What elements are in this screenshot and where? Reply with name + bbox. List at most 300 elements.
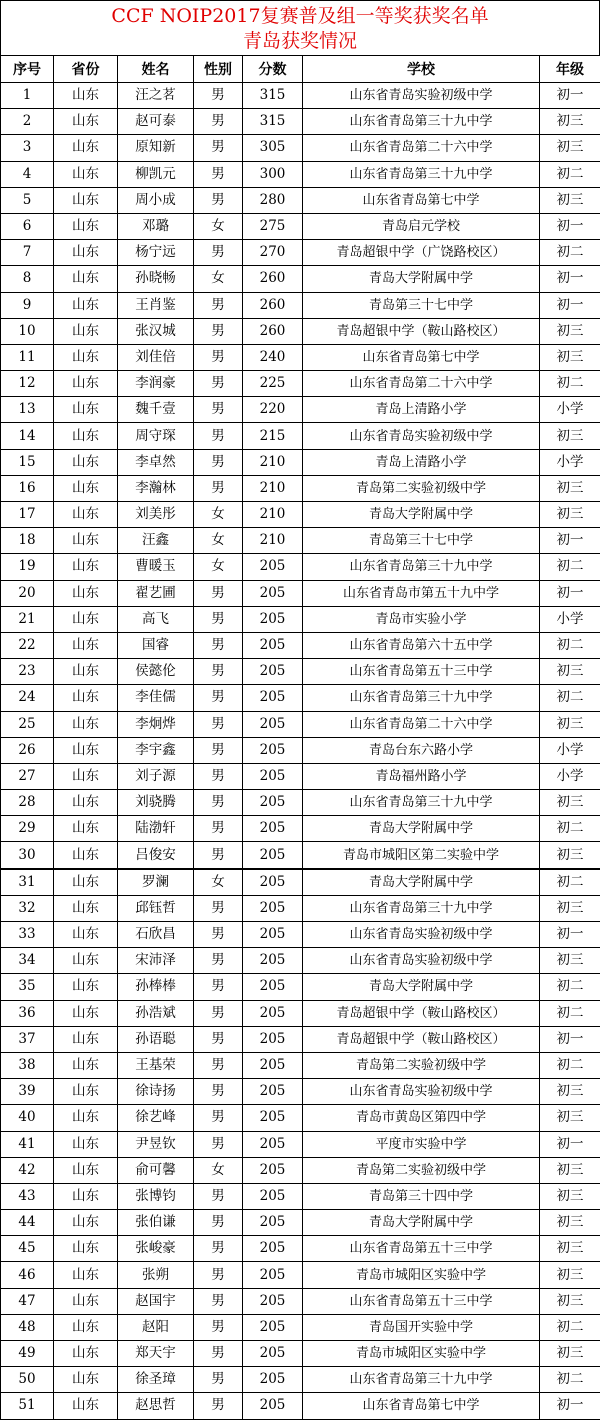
table-row bbox=[1, 816, 600, 842]
cell-name: 张博钧 bbox=[118, 1183, 194, 1209]
table-row bbox=[1, 449, 600, 475]
cell-school: 青岛市实验小学 bbox=[303, 606, 540, 632]
cell-gender: 男 bbox=[194, 1367, 243, 1393]
table-row bbox=[1, 1183, 600, 1209]
cell-school: 青岛市城阳区实验中学 bbox=[303, 1341, 540, 1367]
cell-index: 3 bbox=[1, 135, 54, 161]
cell-name: 张朔 bbox=[118, 1262, 194, 1288]
cell-name: 赵阳 bbox=[118, 1314, 194, 1340]
table-row bbox=[1, 842, 600, 869]
cell-score: 205 bbox=[243, 869, 303, 896]
cell-index: 45 bbox=[1, 1236, 54, 1262]
cell-index: 19 bbox=[1, 554, 54, 580]
table-body bbox=[1, 83, 600, 1420]
cell-grade: 初二 bbox=[540, 632, 600, 658]
cell-score: 270 bbox=[243, 240, 303, 266]
cell-school: 山东省青岛第五十三中学 bbox=[303, 659, 540, 685]
cell-province: 山东 bbox=[54, 685, 118, 711]
cell-index: 28 bbox=[1, 790, 54, 816]
cell-index: 48 bbox=[1, 1314, 54, 1340]
cell-score: 205 bbox=[243, 974, 303, 1000]
cell-school: 山东省青岛第二十六中学 bbox=[303, 135, 540, 161]
cell-name: 李炯烨 bbox=[118, 711, 194, 737]
cell-grade: 初三 bbox=[540, 1183, 600, 1209]
cell-school: 青岛启元学校 bbox=[303, 213, 540, 239]
cell-gender: 男 bbox=[194, 922, 243, 948]
cell-grade: 小学 bbox=[540, 397, 600, 423]
cell-name: 翟艺圃 bbox=[118, 580, 194, 606]
cell-index: 15 bbox=[1, 449, 54, 475]
cell-name: 魏千壹 bbox=[118, 397, 194, 423]
cell-gender: 男 bbox=[194, 1393, 243, 1419]
cell-grade: 初三 bbox=[540, 187, 600, 213]
cell-province: 山东 bbox=[54, 554, 118, 580]
cell-index: 36 bbox=[1, 1000, 54, 1026]
cell-index: 51 bbox=[1, 1393, 54, 1419]
cell-score: 205 bbox=[243, 580, 303, 606]
cell-province: 山东 bbox=[54, 737, 118, 763]
cell-name: 赵可泰 bbox=[118, 109, 194, 135]
cell-school: 山东省青岛第三十九中学 bbox=[303, 109, 540, 135]
table-row bbox=[1, 1210, 600, 1236]
cell-gender: 女 bbox=[194, 266, 243, 292]
cell-province: 山东 bbox=[54, 1341, 118, 1367]
cell-school: 青岛国开实验中学 bbox=[303, 1314, 540, 1340]
cell-province: 山东 bbox=[54, 423, 118, 449]
table-row bbox=[1, 1393, 600, 1419]
cell-province: 山东 bbox=[54, 187, 118, 213]
cell-grade: 初二 bbox=[540, 161, 600, 187]
cell-score: 205 bbox=[243, 685, 303, 711]
cell-school: 青岛超银中学（鞍山路校区） bbox=[303, 1026, 540, 1052]
table-row bbox=[1, 318, 600, 344]
table-row bbox=[1, 1131, 600, 1157]
cell-name: 周守琛 bbox=[118, 423, 194, 449]
document-title: CCF NOIP2017复赛普及组一等奖获奖名单 bbox=[1, 1, 599, 29]
cell-province: 山东 bbox=[54, 1079, 118, 1105]
cell-score: 205 bbox=[243, 659, 303, 685]
table-row bbox=[1, 790, 600, 816]
cell-score: 275 bbox=[243, 213, 303, 239]
cell-school: 青岛市城阳区第二实验中学 bbox=[303, 842, 540, 869]
cell-score: 240 bbox=[243, 344, 303, 370]
table-row bbox=[1, 187, 600, 213]
cell-school: 青岛大学附属中学 bbox=[303, 974, 540, 1000]
cell-gender: 男 bbox=[194, 318, 243, 344]
cell-index: 20 bbox=[1, 580, 54, 606]
table-row bbox=[1, 580, 600, 606]
table-row bbox=[1, 737, 600, 763]
cell-index: 4 bbox=[1, 161, 54, 187]
cell-index: 29 bbox=[1, 816, 54, 842]
cell-province: 山东 bbox=[54, 397, 118, 423]
cell-gender: 男 bbox=[194, 632, 243, 658]
cell-index: 44 bbox=[1, 1210, 54, 1236]
table-row bbox=[1, 554, 600, 580]
cell-score: 260 bbox=[243, 292, 303, 318]
cell-index: 41 bbox=[1, 1131, 54, 1157]
table-row bbox=[1, 1000, 600, 1026]
cell-score: 205 bbox=[243, 1367, 303, 1393]
cell-gender: 男 bbox=[194, 1131, 243, 1157]
cell-score: 205 bbox=[243, 1262, 303, 1288]
cell-gender: 男 bbox=[194, 344, 243, 370]
cell-province: 山东 bbox=[54, 869, 118, 896]
cell-province: 山东 bbox=[54, 1052, 118, 1078]
table-row bbox=[1, 685, 600, 711]
cell-province: 山东 bbox=[54, 318, 118, 344]
table-row bbox=[1, 711, 600, 737]
cell-gender: 男 bbox=[194, 475, 243, 501]
cell-grade: 初三 bbox=[540, 1105, 600, 1131]
cell-name: 徐圣璋 bbox=[118, 1367, 194, 1393]
cell-score: 205 bbox=[243, 1052, 303, 1078]
table-row bbox=[1, 974, 600, 1000]
cell-index: 26 bbox=[1, 737, 54, 763]
cell-school: 山东省青岛第三十九中学 bbox=[303, 895, 540, 921]
cell-school: 青岛第三十七中学 bbox=[303, 292, 540, 318]
header-index: 序号 bbox=[1, 56, 54, 83]
header-school: 学校 bbox=[303, 56, 540, 83]
cell-gender: 男 bbox=[194, 83, 243, 109]
cell-gender: 男 bbox=[194, 423, 243, 449]
cell-index: 50 bbox=[1, 1367, 54, 1393]
cell-name: 俞可馨 bbox=[118, 1157, 194, 1183]
cell-name: 国睿 bbox=[118, 632, 194, 658]
cell-school: 青岛第二实验初级中学 bbox=[303, 1052, 540, 1078]
cell-province: 山东 bbox=[54, 895, 118, 921]
cell-province: 山东 bbox=[54, 790, 118, 816]
cell-name: 刘美彤 bbox=[118, 502, 194, 528]
cell-province: 山东 bbox=[54, 449, 118, 475]
cell-gender: 男 bbox=[194, 1236, 243, 1262]
cell-gender: 男 bbox=[194, 1210, 243, 1236]
cell-name: 张峻豪 bbox=[118, 1236, 194, 1262]
cell-name: 赵国宇 bbox=[118, 1288, 194, 1314]
cell-grade: 初二 bbox=[540, 1314, 600, 1340]
cell-gender: 女 bbox=[194, 528, 243, 554]
cell-school: 山东省青岛第七中学 bbox=[303, 187, 540, 213]
cell-score: 205 bbox=[243, 1288, 303, 1314]
cell-grade: 初三 bbox=[540, 1341, 600, 1367]
cell-name: 曹暖玉 bbox=[118, 554, 194, 580]
cell-index: 18 bbox=[1, 528, 54, 554]
table-row bbox=[1, 292, 600, 318]
cell-grade: 初二 bbox=[540, 974, 600, 1000]
cell-province: 山东 bbox=[54, 948, 118, 974]
cell-gender: 男 bbox=[194, 135, 243, 161]
cell-score: 210 bbox=[243, 528, 303, 554]
cell-grade: 初三 bbox=[540, 475, 600, 501]
table-row bbox=[1, 528, 600, 554]
cell-grade: 初一 bbox=[540, 922, 600, 948]
cell-grade: 初三 bbox=[540, 659, 600, 685]
cell-index: 49 bbox=[1, 1341, 54, 1367]
cell-name: 张伯谦 bbox=[118, 1210, 194, 1236]
cell-province: 山东 bbox=[54, 763, 118, 789]
cell-province: 山东 bbox=[54, 475, 118, 501]
cell-name: 汪鑫 bbox=[118, 528, 194, 554]
cell-score: 260 bbox=[243, 266, 303, 292]
cell-gender: 女 bbox=[194, 869, 243, 896]
cell-name: 尹昱钦 bbox=[118, 1131, 194, 1157]
cell-name: 张汉城 bbox=[118, 318, 194, 344]
cell-province: 山东 bbox=[54, 292, 118, 318]
cell-province: 山东 bbox=[54, 213, 118, 239]
cell-grade: 初三 bbox=[540, 1236, 600, 1262]
cell-index: 40 bbox=[1, 1105, 54, 1131]
cell-index: 10 bbox=[1, 318, 54, 344]
cell-gender: 男 bbox=[194, 449, 243, 475]
cell-province: 山东 bbox=[54, 1000, 118, 1026]
cell-province: 山东 bbox=[54, 632, 118, 658]
cell-school: 山东省青岛第三十九中学 bbox=[303, 161, 540, 187]
cell-score: 205 bbox=[243, 842, 303, 869]
cell-school: 青岛大学附属中学 bbox=[303, 266, 540, 292]
cell-gender: 男 bbox=[194, 1026, 243, 1052]
cell-name: 徐艺峰 bbox=[118, 1105, 194, 1131]
cell-index: 13 bbox=[1, 397, 54, 423]
table-row bbox=[1, 632, 600, 658]
cell-name: 宋沛泽 bbox=[118, 948, 194, 974]
cell-grade: 初三 bbox=[540, 1210, 600, 1236]
cell-name: 王肖鉴 bbox=[118, 292, 194, 318]
cell-grade: 初二 bbox=[540, 685, 600, 711]
cell-score: 205 bbox=[243, 1341, 303, 1367]
cell-grade: 初三 bbox=[540, 895, 600, 921]
cell-score: 210 bbox=[243, 449, 303, 475]
cell-province: 山东 bbox=[54, 1236, 118, 1262]
cell-name: 高飞 bbox=[118, 606, 194, 632]
cell-index: 11 bbox=[1, 344, 54, 370]
cell-grade: 初三 bbox=[540, 423, 600, 449]
cell-score: 205 bbox=[243, 711, 303, 737]
cell-index: 6 bbox=[1, 213, 54, 239]
cell-grade: 初三 bbox=[540, 790, 600, 816]
header-province: 省份 bbox=[54, 56, 118, 83]
cell-grade: 初三 bbox=[540, 1079, 600, 1105]
cell-index: 12 bbox=[1, 371, 54, 397]
table-row bbox=[1, 1262, 600, 1288]
cell-grade: 小学 bbox=[540, 737, 600, 763]
cell-gender: 男 bbox=[194, 161, 243, 187]
cell-province: 山东 bbox=[54, 1131, 118, 1157]
cell-gender: 男 bbox=[194, 1105, 243, 1131]
cell-grade: 初三 bbox=[540, 1262, 600, 1288]
table-row bbox=[1, 423, 600, 449]
cell-gender: 男 bbox=[194, 292, 243, 318]
cell-index: 38 bbox=[1, 1052, 54, 1078]
cell-grade: 初三 bbox=[540, 344, 600, 370]
cell-name: 刘骁腾 bbox=[118, 790, 194, 816]
cell-name: 孙晓畅 bbox=[118, 266, 194, 292]
cell-name: 王基荣 bbox=[118, 1052, 194, 1078]
cell-name: 罗澜 bbox=[118, 869, 194, 896]
cell-name: 李润豪 bbox=[118, 371, 194, 397]
cell-name: 杨宁远 bbox=[118, 240, 194, 266]
cell-province: 山东 bbox=[54, 659, 118, 685]
cell-name: 刘佳倍 bbox=[118, 344, 194, 370]
cell-gender: 男 bbox=[194, 1052, 243, 1078]
cell-gender: 男 bbox=[194, 1314, 243, 1340]
cell-school: 青岛上清路小学 bbox=[303, 397, 540, 423]
cell-province: 山东 bbox=[54, 1105, 118, 1131]
cell-gender: 男 bbox=[194, 763, 243, 789]
table-row bbox=[1, 1236, 600, 1262]
cell-gender: 男 bbox=[194, 187, 243, 213]
cell-score: 205 bbox=[243, 1105, 303, 1131]
cell-school: 青岛大学附属中学 bbox=[303, 816, 540, 842]
table-row bbox=[1, 1341, 600, 1367]
cell-school: 青岛市城阳区实验中学 bbox=[303, 1262, 540, 1288]
cell-school: 青岛台东六路小学 bbox=[303, 737, 540, 763]
table-row bbox=[1, 895, 600, 921]
cell-index: 2 bbox=[1, 109, 54, 135]
table-row bbox=[1, 948, 600, 974]
cell-score: 305 bbox=[243, 135, 303, 161]
cell-score: 205 bbox=[243, 1314, 303, 1340]
cell-gender: 男 bbox=[194, 580, 243, 606]
cell-gender: 男 bbox=[194, 948, 243, 974]
cell-score: 225 bbox=[243, 371, 303, 397]
table-row bbox=[1, 1314, 600, 1340]
cell-index: 7 bbox=[1, 240, 54, 266]
cell-school: 山东省青岛第七中学 bbox=[303, 1393, 540, 1419]
header-grade: 年级 bbox=[540, 56, 600, 83]
cell-grade: 初三 bbox=[540, 842, 600, 869]
cell-gender: 男 bbox=[194, 606, 243, 632]
cell-index: 21 bbox=[1, 606, 54, 632]
cell-school: 山东省青岛第五十三中学 bbox=[303, 1288, 540, 1314]
cell-gender: 男 bbox=[194, 1262, 243, 1288]
cell-gender: 女 bbox=[194, 213, 243, 239]
cell-name: 邓璐 bbox=[118, 213, 194, 239]
cell-province: 山东 bbox=[54, 1026, 118, 1052]
cell-school: 山东省青岛第三十九中学 bbox=[303, 554, 540, 580]
cell-province: 山东 bbox=[54, 135, 118, 161]
cell-score: 205 bbox=[243, 1000, 303, 1026]
cell-school: 山东省青岛第七中学 bbox=[303, 344, 540, 370]
table-row bbox=[1, 161, 600, 187]
cell-gender: 男 bbox=[194, 711, 243, 737]
cell-score: 315 bbox=[243, 83, 303, 109]
cell-school: 青岛大学附属中学 bbox=[303, 502, 540, 528]
cell-name: 周小成 bbox=[118, 187, 194, 213]
cell-name: 赵思哲 bbox=[118, 1393, 194, 1419]
cell-index: 42 bbox=[1, 1157, 54, 1183]
cell-name: 郑天宇 bbox=[118, 1341, 194, 1367]
cell-school: 青岛福州路小学 bbox=[303, 763, 540, 789]
cell-school: 山东省青岛实验初级中学 bbox=[303, 83, 540, 109]
cell-name: 孙浩斌 bbox=[118, 1000, 194, 1026]
cell-score: 220 bbox=[243, 397, 303, 423]
cell-score: 315 bbox=[243, 109, 303, 135]
table-row bbox=[1, 344, 600, 370]
cell-grade: 初三 bbox=[540, 318, 600, 344]
cell-index: 9 bbox=[1, 292, 54, 318]
cell-name: 刘子源 bbox=[118, 763, 194, 789]
table-row bbox=[1, 502, 600, 528]
table-row bbox=[1, 1052, 600, 1078]
header-score: 分数 bbox=[243, 56, 303, 83]
cell-score: 210 bbox=[243, 502, 303, 528]
cell-index: 8 bbox=[1, 266, 54, 292]
cell-grade: 初二 bbox=[540, 240, 600, 266]
cell-school: 青岛上清路小学 bbox=[303, 449, 540, 475]
cell-gender: 男 bbox=[194, 659, 243, 685]
cell-gender: 男 bbox=[194, 816, 243, 842]
cell-score: 205 bbox=[243, 1157, 303, 1183]
cell-score: 205 bbox=[243, 1236, 303, 1262]
cell-province: 山东 bbox=[54, 580, 118, 606]
cell-grade: 初三 bbox=[540, 109, 600, 135]
cell-grade: 初一 bbox=[540, 528, 600, 554]
cell-grade: 初一 bbox=[540, 1131, 600, 1157]
cell-index: 30 bbox=[1, 842, 54, 869]
cell-score: 205 bbox=[243, 790, 303, 816]
cell-province: 山东 bbox=[54, 1288, 118, 1314]
header-row bbox=[1, 56, 600, 83]
cell-grade: 初二 bbox=[540, 371, 600, 397]
cell-school: 青岛大学附属中学 bbox=[303, 869, 540, 896]
cell-index: 25 bbox=[1, 711, 54, 737]
cell-province: 山东 bbox=[54, 974, 118, 1000]
cell-province: 山东 bbox=[54, 606, 118, 632]
cell-grade: 初二 bbox=[540, 816, 600, 842]
cell-grade: 小学 bbox=[540, 763, 600, 789]
cell-school: 山东省青岛第三十九中学 bbox=[303, 685, 540, 711]
cell-gender: 男 bbox=[194, 109, 243, 135]
cell-score: 300 bbox=[243, 161, 303, 187]
cell-grade: 初一 bbox=[540, 1393, 600, 1419]
cell-index: 1 bbox=[1, 83, 54, 109]
table-row bbox=[1, 135, 600, 161]
cell-score: 205 bbox=[243, 816, 303, 842]
cell-province: 山东 bbox=[54, 371, 118, 397]
cell-grade: 初三 bbox=[540, 948, 600, 974]
header-gender: 性别 bbox=[194, 56, 243, 83]
table-row bbox=[1, 606, 600, 632]
cell-gender: 男 bbox=[194, 1288, 243, 1314]
table-row bbox=[1, 83, 600, 109]
cell-grade: 初三 bbox=[540, 1157, 600, 1183]
cell-index: 37 bbox=[1, 1026, 54, 1052]
table-row bbox=[1, 1026, 600, 1052]
cell-province: 山东 bbox=[54, 842, 118, 869]
cell-name: 陆渤轩 bbox=[118, 816, 194, 842]
cell-score: 205 bbox=[243, 554, 303, 580]
cell-gender: 女 bbox=[194, 1157, 243, 1183]
cell-grade: 初二 bbox=[540, 1367, 600, 1393]
cell-school: 青岛超银中学（广饶路校区） bbox=[303, 240, 540, 266]
cell-school: 山东省青岛第五十三中学 bbox=[303, 1236, 540, 1262]
title-block bbox=[0, 0, 600, 55]
cell-gender: 男 bbox=[194, 974, 243, 1000]
cell-gender: 男 bbox=[194, 1079, 243, 1105]
cell-name: 原知新 bbox=[118, 135, 194, 161]
table-row bbox=[1, 1157, 600, 1183]
cell-school: 青岛市黄岛区第四中学 bbox=[303, 1105, 540, 1131]
cell-school: 青岛第三十七中学 bbox=[303, 528, 540, 554]
cell-gender: 男 bbox=[194, 1341, 243, 1367]
table-row bbox=[1, 397, 600, 423]
cell-gender: 男 bbox=[194, 240, 243, 266]
cell-score: 205 bbox=[243, 1079, 303, 1105]
cell-name: 徐诗扬 bbox=[118, 1079, 194, 1105]
cell-province: 山东 bbox=[54, 1157, 118, 1183]
table-row bbox=[1, 266, 600, 292]
cell-score: 205 bbox=[243, 632, 303, 658]
